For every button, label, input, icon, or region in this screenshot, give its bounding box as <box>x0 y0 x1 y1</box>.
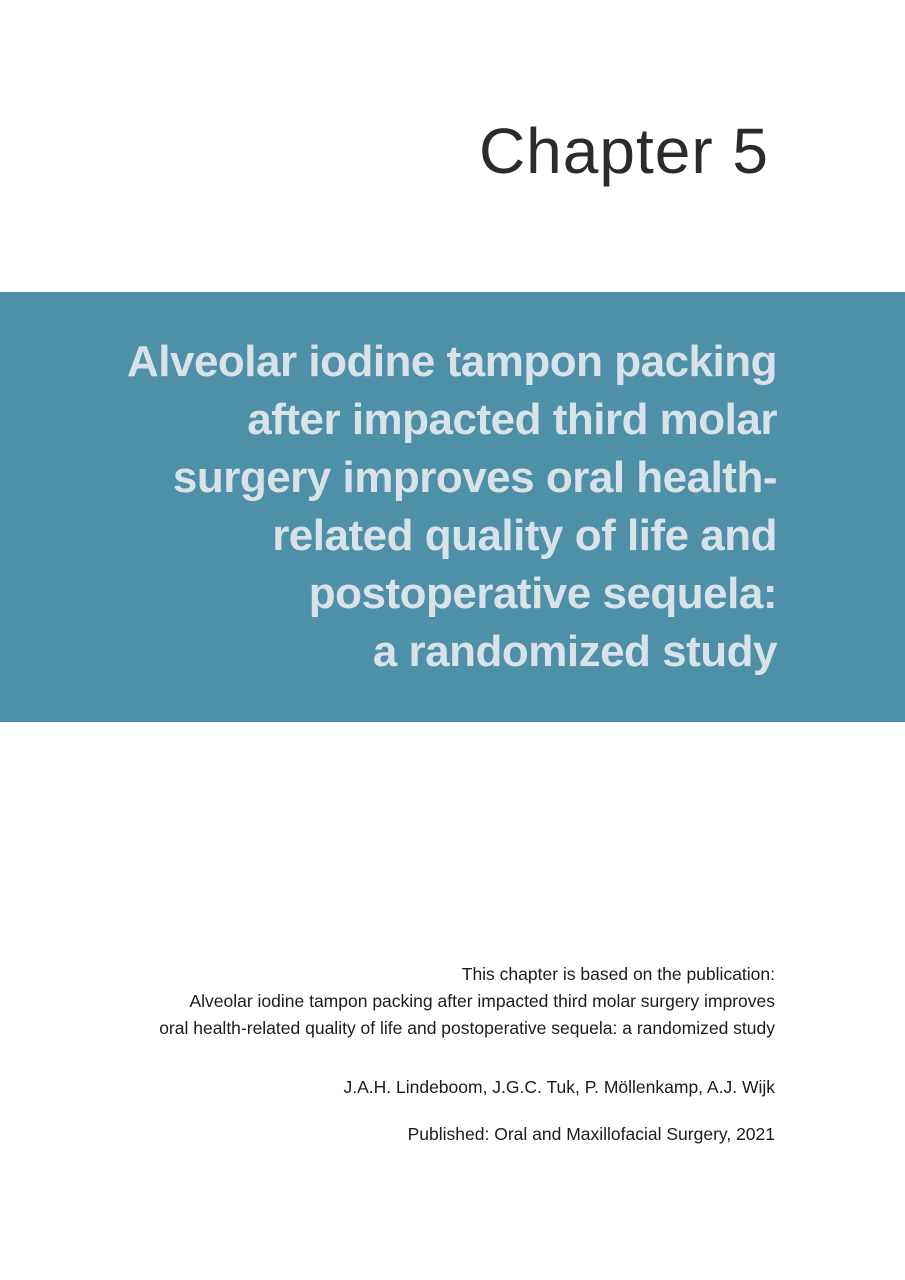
publication-title-line: Alveolar iodine tampon packing after impacted third molar surgery improves <box>189 991 775 1011</box>
chapter-number: Chapter 5 <box>478 115 769 187</box>
chapter-title-line: postoperative sequela: <box>308 569 777 618</box>
chapter-title-banner <box>0 292 905 722</box>
chapter-title-line: after impacted third molar <box>247 395 777 444</box>
chapter-title-line: related quality of life and <box>272 511 777 560</box>
chapter-title-line: a randomized study <box>372 627 777 676</box>
published-in: Published: Oral and Maxillofacial Surgery, 2021 <box>407 1124 775 1144</box>
publication-reference <box>159 961 775 1042</box>
authors: J.A.H. Lindeboom, J.G.C. Tuk, P. Möllenkamp, A.J. Wijk <box>343 1077 775 1097</box>
chapter-title-line: surgery improves oral health- <box>172 453 777 502</box>
publication-intro: This chapter is based on the publication: <box>461 964 775 984</box>
chapter-title-line: Alveolar iodine tampon packing <box>126 337 777 386</box>
chapter-title <box>127 333 905 681</box>
publication-title-line: oral health-related quality of life and postoperative sequela: a randomized study <box>159 1018 775 1038</box>
